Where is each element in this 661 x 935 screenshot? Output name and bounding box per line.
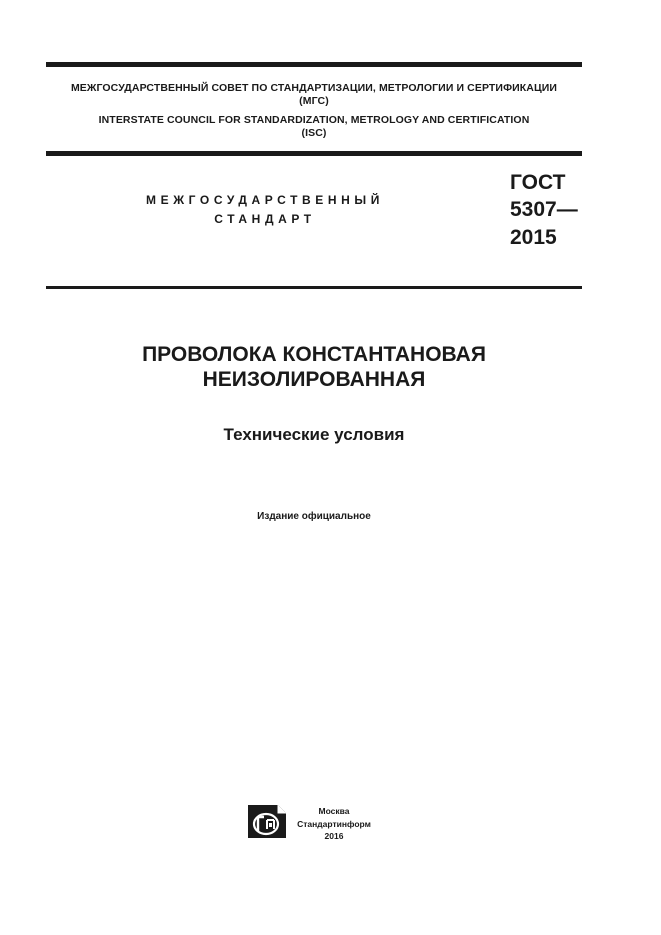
council-en-line: INTERSTATE COUNCIL FOR STANDARDIZATION, METROLOGY AND CERTIFICATION <box>98 114 530 126</box>
edition-label: Издание официальное <box>257 511 371 522</box>
middle-thick-rule <box>46 151 582 156</box>
council-ru-line: МЕЖГОСУДАРСТВЕННЫЙ СОВЕТ ПО СТАНДАРТИЗАЦИИ, МЕТРОЛОГИИ И СЕРТИФИКАЦИИ <box>70 82 558 94</box>
council-en-abbr: (ISC) <box>301 127 327 139</box>
standartinform-logo-icon <box>247 803 287 840</box>
publisher-year: 2016 <box>324 831 344 841</box>
document-title-line2: НЕИЗОЛИРОВАННАЯ <box>202 368 426 391</box>
gost-number: 5307— <box>510 198 578 221</box>
top-thick-rule <box>46 62 582 67</box>
gost-prefix: ГОСТ <box>510 171 566 194</box>
council-name-english <box>46 114 582 140</box>
council-ru-abbr: (МГС) <box>299 95 329 107</box>
publisher-city: Москва <box>318 806 350 816</box>
document-subtitle: Технические условия <box>223 425 405 444</box>
council-name-russian <box>46 82 582 108</box>
standard-kind-line2: СТАНДАРТ <box>214 212 316 226</box>
publisher-name: Стандартинформ <box>297 819 371 829</box>
document-title-line1: ПРОВОЛОКА КОНСТАНТАНОВАЯ <box>142 343 486 366</box>
thin-rule <box>46 286 582 289</box>
gost-year: 2015 <box>510 226 557 249</box>
standard-kind-line1: МЕЖГОСУДАРСТВЕННЫЙ <box>146 193 384 207</box>
